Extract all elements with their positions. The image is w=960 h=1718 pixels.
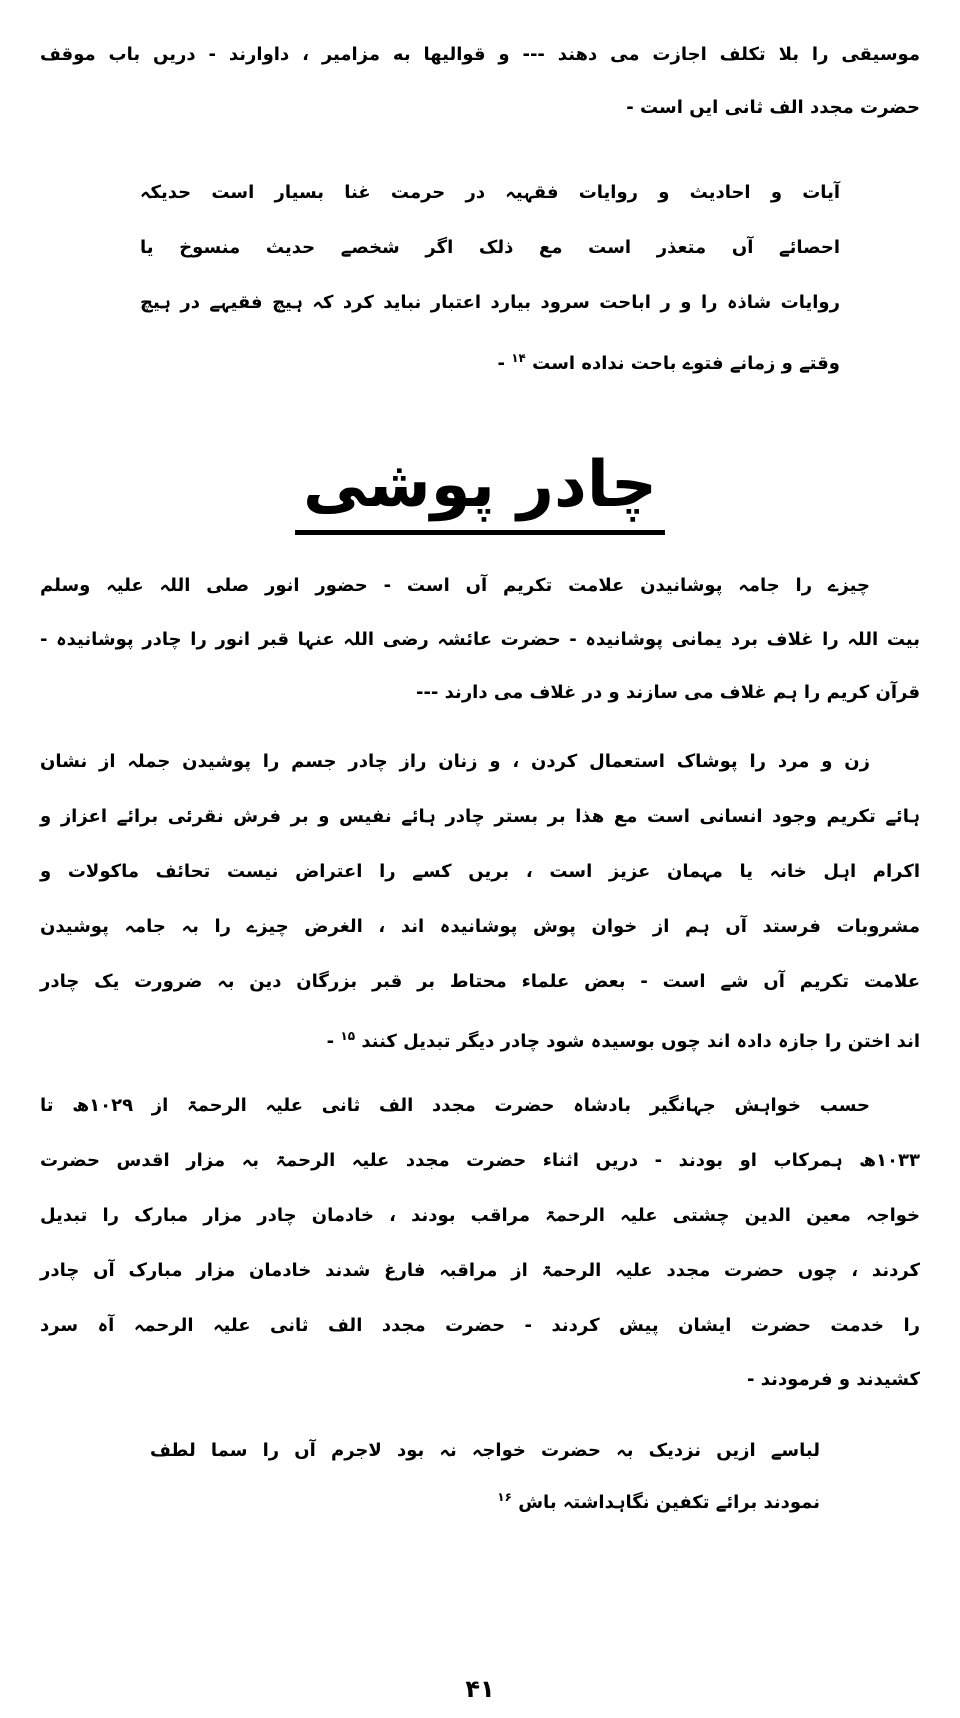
footnote-marker: ۱۴ [511,351,526,365]
quote-line: روایات شاذہ را و ر اباحت سرود بیارد اعتبار نباید کرد کہ ہیچ فقیہے در ہیچ [140,292,840,313]
body-line: ہائے تکریم وجود انسانی است مع ھذا بر بستر چادر ہائے نفیس و بر فرش نقرئی برائے اعزاز و [40,806,920,827]
quote-text: نمودند برائے تکفین نگاہداشتہ باش [518,1492,820,1513]
body-line: علامت تکریم آں شے است - بعض علماء محتاط بر قبر بزرگان دین بہ ضرورت یک چادر [40,971,920,992]
body-text: اند اختن را جازہ دادہ اند چوں بوسیدہ شود چادر دیگر تبدیل کنند [361,1031,920,1052]
body-line: را خدمت حضرت ایشان پیش کردند - حضرت مجدد الف ثانی علیہ الرحمہ آہ سرد [40,1315,920,1336]
footnote-marker: ۱۶ [497,1490,512,1504]
quote-line [150,1484,820,1516]
heading-text: چادر پوشی [295,448,665,535]
body-line: مشروبات فرستد آں ہم از خوان پوش پوشانیدہ اند ، الغرض چیزے را بہ جامہ پوشیدن [40,916,920,937]
body-line: خواجہ معین الدین چشتی علیہ الرحمۃ مراقب بودند ، خادمان چادر مزار مبارک را تبدیل [40,1205,920,1226]
body-line: اند اختن را جازہ دادہ اند چوں بوسیدہ شود چادر دیگر تبدیل کنند $^{۱۵}$ - [326,1029,920,1052]
intro-line: موسیقی را بلا تکلف اجازت می دهند --- و قوالیها به مزامیر ، داوارند - دریں باب موقف [40,44,920,65]
footnote-marker: ۱۵ [340,1029,356,1043]
body-line: قرآن کریم را ہم غلاف می سازند و در غلاف می دارند --- [415,682,920,703]
intro-line: حضرت مجدد الف ثانی ایں است - [626,97,920,118]
page-number: ۴۱ [465,1675,495,1703]
body-line: حسب خواہش جہانگیر بادشاہ حضرت مجدد الف ثانی علیہ الرحمۃ از ۱۰۲۹ھ تا [40,1095,870,1116]
quote-text: وقتے و زمانے فتوے باحت نداده است [532,353,840,374]
quote-line: لباسے ازیں نزدیک بہ حضرت خواجہ نہ بود لاجرم آں را سما لطف [150,1440,820,1461]
body-line: ۱۰۳۳ھ ہمرکاب او بودند - دریں اثناء حضرت مجدد علیہ الرحمۃ بہ مزار اقدس حضرت [40,1150,920,1171]
body-line: چیزے را جامہ پوشانیدن علامت تکریم آں است - حضور انور صلی اللہ علیہ وسلم [40,575,870,596]
body-line: کشیدند و فرمودند - [747,1369,920,1390]
body-line: اکرام اہل خانہ یا مہمان عزیز است ، بریں کسے را اعتراض نیست تحائف ماکولات و [40,861,920,882]
section-heading [0,440,960,530]
quote-line: وقتے و زمانے فتوے باحت نداده است $^{۱۴}$ - [497,351,840,374]
body-line: بیت اللہ را غلاف برد یمانی پوشانیدہ - حضرت عائشہ رضی اللہ عنہا قبر انور را چادر پوشانیدہ - [40,629,920,650]
body-line: کردند ، چوں حضرت مجدد علیہ الرحمۃ از مراقبہ فارغ شدند خادمان مزار مبارک آں چادر [40,1260,920,1281]
quote-line: احصائے آں متعذر است مع ذلک اگر شخصے حدیث منسوخ یا [140,237,840,258]
body-line: زن و مرد را پوشاک استعمال کردن ، و زنان راز چادر جسم را پوشیدن جملہ از نشان [40,751,870,772]
quote-line: آیات و احادیث و روایات فقہیہ در حرمت غنا بسیار است حدیکہ [140,182,840,203]
